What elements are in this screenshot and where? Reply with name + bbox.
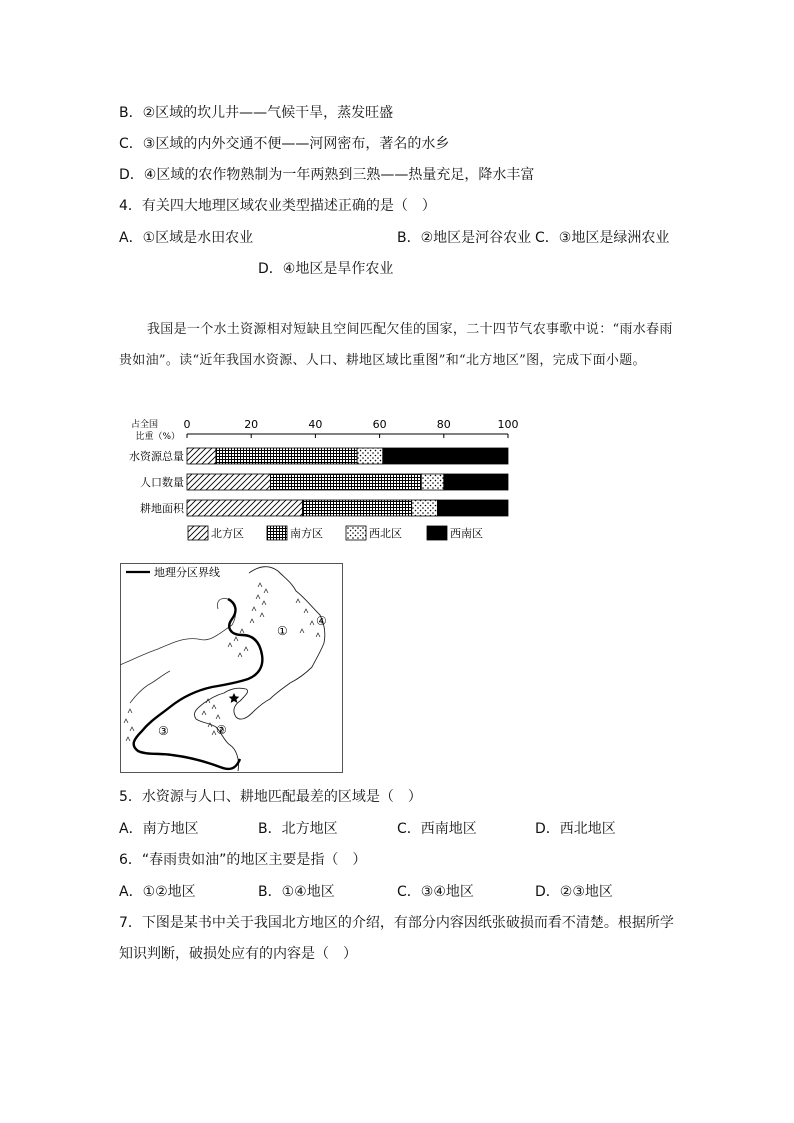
region-label-1: ① [277,624,288,638]
q6-option-a: A．①②地区 [119,884,196,900]
q5-option-b: B．北方地区 [258,821,338,837]
q5-option-a: A．南方地区 [119,821,199,837]
x-tick-label: 100 [497,418,519,431]
q4-option-a: A．①区域是水田农业 [119,230,254,246]
tick-group [184,418,519,438]
bar-segment-hatch [187,474,270,490]
legend-label: 北方区 [211,527,244,540]
category-label-group [129,449,185,515]
bar-segment-hatch [187,448,216,464]
bar-segment-solid [444,474,508,490]
legend-swatch-solid [427,526,447,540]
region-share-chart [114,414,534,548]
region-label-2: ② [216,723,227,737]
x-tick-label: 20 [244,418,259,431]
q6-option-c: C．③④地区 [397,884,474,900]
legend-label: 南方区 [290,527,323,540]
x-tick-label: 80 [436,418,451,431]
q3-option-d: D．④区域的农作物熟制为一年两熟到三熟——热量充足，降水丰富 [119,167,535,183]
legend-label: 西南区 [450,527,483,540]
q7-stem-line2: 知识判断，破损处应有的内容是（ ） [119,946,357,962]
bar-segment-dots [357,448,383,464]
q6-stem: 6．“春雨贵如油”的地区主要是指（ ） [119,852,367,868]
intro-paragraph: 我国是一个水土资源相对短缺且空间匹配欠佳的国家，二十四节气农事歌中说：“雨水春雨贵如油”。读“近年我国水资源、人口、耕地区域比重图”和“北方地区”图，完成下面小题。 [119,322,673,368]
bar-segment-grid [303,500,412,516]
category-label: 人口数量 [140,476,184,489]
q5-stem: 5．水资源与人口、耕地匹配最差的区域是（ ） [119,789,422,805]
axis-label-line2: 比重（%） [135,432,180,442]
q6-option-d: D．②③地区 [535,884,613,900]
bar-segment-dots [412,500,438,516]
q5-option-d: D．西北地区 [535,821,616,837]
region-label-3: ③ [158,724,169,738]
q5-option-c: C．西南地区 [397,821,477,837]
legend [188,526,483,540]
bar-segment-grid [270,474,421,490]
region-label-4: ④ [316,614,327,628]
bar-segment-solid [383,448,508,464]
bar-group [187,448,508,516]
q3-option-c: C．③区域的内外交通不便——河网密布，著名的水乡 [119,136,450,152]
legend-label: 西北区 [369,527,402,540]
q4-option-b: B．②地区是河谷农业 [397,230,532,246]
category-label: 耕地面积 [140,502,184,515]
q4-stem: 4．有关四大地理区域农业类型描述正确的是（ ） [119,198,436,214]
legend-swatch-dots [346,526,366,540]
q6-option-b: B．①④地区 [258,884,335,900]
q4-option-c: C．③地区是绿洲农业 [535,230,670,246]
x-tick-label: 60 [372,418,387,431]
bar-segment-hatch [187,500,303,516]
north-region-map [120,563,344,774]
category-label: 水资源总量 [129,450,184,463]
bar-segment-grid [216,448,357,464]
axis-label-line1: 占全国 [130,420,158,430]
q4-option-d: D．④地区是旱作农业 [258,261,394,277]
bar-segment-dots [421,474,443,490]
q3-option-b: B．②区域的坎儿井——气候干旱，蒸发旺盛 [119,105,394,121]
x-tick-label: 0 [183,418,191,431]
boundary-legend-label: 地理分区界线 [154,566,220,579]
x-tick-label: 40 [308,418,323,431]
legend-swatch-hatch [188,526,208,540]
q7-stem-line1: 7．下图是某书中关于我国北方地区的介绍，有部分内容因纸张破损而看不清楚。根据所学 [119,915,674,931]
legend-swatch-grid [267,526,287,540]
bar-segment-solid [437,500,508,516]
